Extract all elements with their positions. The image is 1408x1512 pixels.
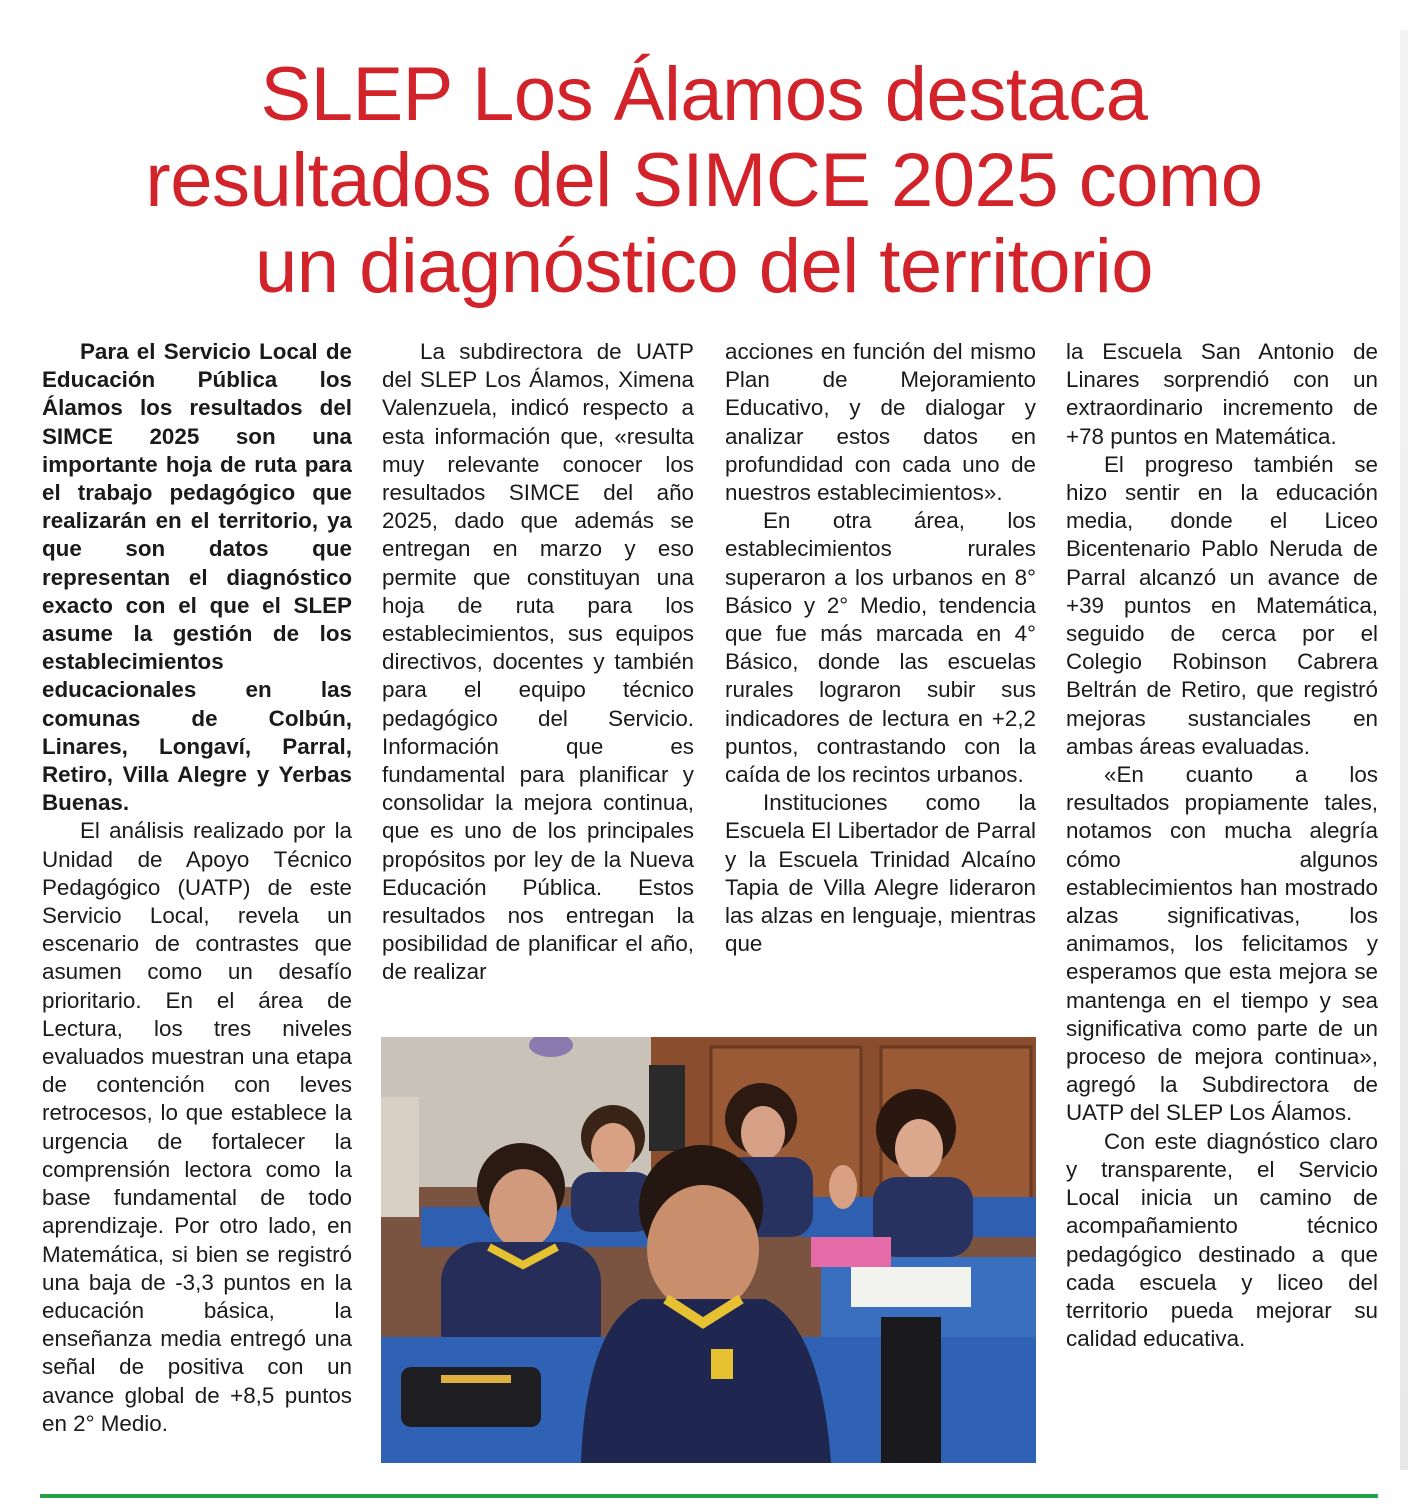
lead-paragraph: Para el Servicio Local de Educación Pública los Álamos los resultados del SIMCE 2025 son una importante hoja de ruta para el trabajo pedagógico que realizarán en el territorio, ya que son datos que representan el diagnóstico exacto con el que el SLEP asume la gestión de los establecimientos educacionales en las comunas de Colbún, Linares, Longaví, Parral, Retiro, Villa Alegre y Yerbas Buenas. bbox=[42, 339, 352, 816]
body-paragraph: la Escuela San Antonio de Linares sorprendió con un extraordinario incremento de +78 puntos en Matemática. bbox=[1066, 339, 1378, 449]
body-paragraph: El progreso también se hizo sentir en la educación media, donde el Liceo Bicentenario Pablo Neruda de Parral alcanzó un avance de +39 puntos en Matemática, seguido de cerca por el Colegio Robinson Cabrera Beltrán de Retiro, que registró mejoras sustanciales en ambas áreas evaluadas. bbox=[1066, 451, 1378, 759]
body-paragraph: acciones en función del mismo Plan de Mejoramiento Educativo, y de dialogar y analizar estos datos en profundidad con cada uno de nuestros establecimientos». bbox=[725, 339, 1036, 506]
body-paragraph: En otra área, los establecimientos rurales superaron a los urbanos en 8° Básico y 2° Medio, tendencia que fue más marcada en 4° Básico, donde las escuelas rurales lograron subir sus indicadores de lectura en +2,2 puntos, contrastando con la caída de los recintos urbanos. bbox=[725, 508, 1036, 788]
classroom-photo bbox=[381, 1037, 1036, 1463]
page-edge bbox=[1400, 30, 1408, 1470]
article-column-1 bbox=[42, 338, 352, 1478]
body-paragraph: Con este diagnóstico claro y transparente, el Servicio Local inicia un camino de acompañamiento técnico pedagógico destinado a que cada escuela y liceo del territorio pueda mejorar su calidad educativa. bbox=[1066, 1128, 1378, 1352]
headline-line-2: resultados del SIMCE 2025 como bbox=[145, 138, 1263, 223]
headline-line-3: un diagnóstico del territorio bbox=[254, 224, 1154, 309]
article-column-2 bbox=[382, 338, 694, 1023]
body-paragraph: El análisis realizado por la Unidad de Apoyo Técnico Pedagógico (UATP) de este Servicio Local, revela un escenario de contrastes que asumen como un desafío prioritario. En el área de Lectura, los tres niveles evaluados muestran una etapa de contención con leves retrocesos, lo que establece la urgencia de fortalecer la comprensión lectora como la base fundamental de todo aprendizaje. Por otro lado, en Matemática, si bien se registró una baja de -3,3 puntos en la educación básica, la enseñanza media entregó una señal de positiva con un avance global de +8,5 puntos en 2° Medio. bbox=[42, 818, 352, 1436]
article-column-4 bbox=[1066, 338, 1378, 1478]
body-paragraph: La subdirectora de UATP del SLEP Los Álamos, Ximena Valenzuela, indicó respecto a esta información que, «resulta muy relevante conocer los resultados SIMCE del año 2025, dado que además se entregan en marzo y eso permite que constituyan una hoja de ruta para los establecimientos, sus equipos directivos, docentes y también para el equipo técnico pedagógico del Servicio. Información que es fundamental para planificar y consolidar la mejora continua, que es uno de los principales propósitos por ley de la Nueva Educación Pública. Estos resultados nos entregan la posibilidad de planificar el año, de realizar bbox=[382, 339, 694, 985]
green-rule bbox=[40, 1494, 1378, 1498]
body-paragraph: «En cuanto a los resultados propiamente tales, notamos con mucha alegría cómo algunos establecimientos han mostrado alzas significativas, los animamos, los felicitamos y esperamos que esta mejora se mantenga en el tiempo y sea significativa como parte de un proceso de mejora continua», agregó la Subdirectora de UATP del SLEP Los Álamos. bbox=[1066, 762, 1378, 1126]
article-column-3 bbox=[725, 338, 1036, 1023]
headline bbox=[0, 52, 1408, 310]
headline-line-1: SLEP Los Álamos destaca bbox=[260, 52, 1148, 137]
body-paragraph: Instituciones como la Escuela El Libertador de Parral y la Escuela Trinidad Alcaíno Tapia de Villa Alegre lideraron las alzas en lenguaje, mientras que bbox=[725, 790, 1036, 957]
